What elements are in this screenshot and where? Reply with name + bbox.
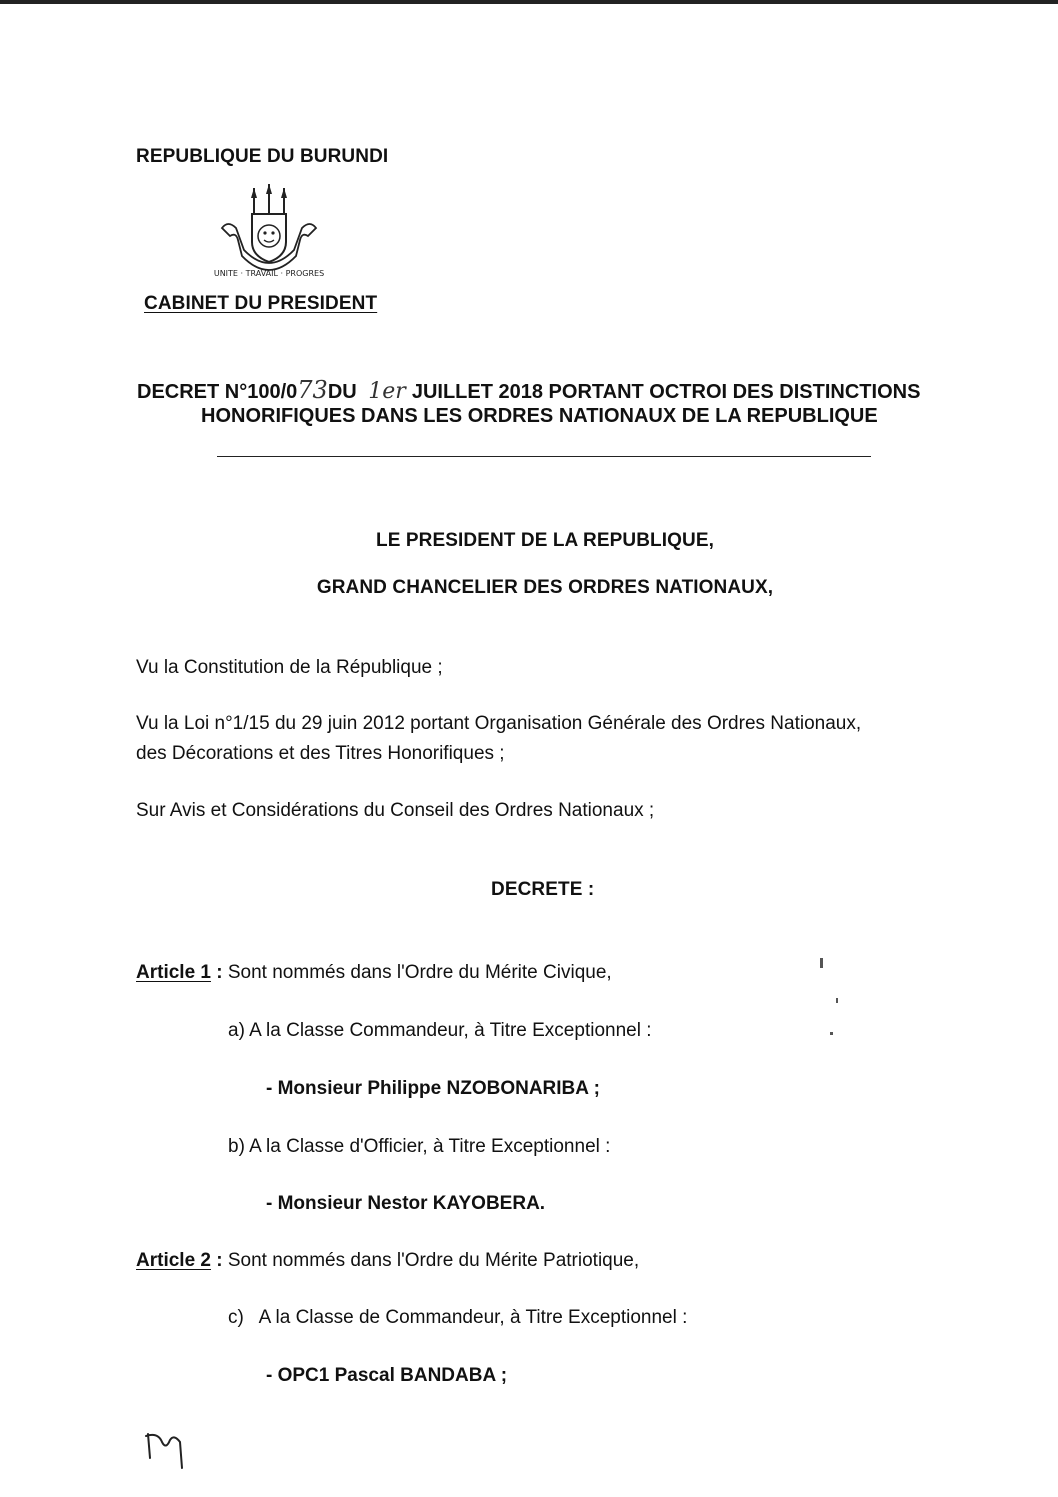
- republic-heading: REPUBLIQUE DU BURUNDI: [136, 146, 389, 167]
- handwritten-initials: [140, 1428, 196, 1478]
- title-divider: [217, 456, 871, 457]
- article2-label: Article 2: [136, 1250, 211, 1271]
- article2-line: [136, 1250, 639, 1272]
- article1-item-b: b) A la Classe d'Officier, à Titre Exceptionnel :: [228, 1136, 611, 1157]
- authority-line2: GRAND CHANCELIER DES ORDRES NATIONAUX,: [316, 577, 774, 598]
- authority-line1: LE PRESIDENT DE LA REPUBLIQUE,: [376, 530, 714, 551]
- decree-du: DU: [327, 381, 357, 403]
- vu-constitution: Vu la Constitution de la République ;: [136, 657, 443, 678]
- article1-line: [136, 962, 612, 984]
- article2-text: Sont nommés dans l'Ordre du Mérite Patriotique,: [227, 1250, 640, 1271]
- vu-loi-line1: Vu la Loi n°1/15 du 29 juin 2012 portant Organisation Générale des Ordres Nationaux,: [136, 713, 862, 734]
- emblem-motto: UNITE · TRAVAIL · PROGRES: [214, 269, 324, 278]
- scan-speck: [836, 998, 838, 1003]
- article2-sep: :: [210, 1250, 228, 1271]
- sur-avis: Sur Avis et Considérations du Conseil des Ordres Nationaux ;: [136, 800, 655, 821]
- article1-sep: :: [210, 962, 228, 983]
- article2-item-c: c) A la Classe de Commandeur, à Titre Exceptionnel :: [228, 1307, 688, 1328]
- article1-person-a: - Monsieur Philippe NZOBONARIBA ;: [266, 1078, 600, 1099]
- article1-text: Sont nommés dans l'Ordre du Mérite Civique,: [227, 962, 612, 983]
- scan-speck: [820, 958, 823, 968]
- handwritten-day: 1er: [368, 379, 406, 404]
- article1-label: Article 1: [136, 962, 211, 983]
- decrete-heading: DECRETE :: [491, 879, 595, 900]
- article2-person-c: - OPC1 Pascal BANDABA ;: [266, 1365, 508, 1386]
- decree-title-rest: JUILLET 2018 PORTANT OCTROI DES DISTINCTIONS: [411, 381, 921, 403]
- scan-speck: [830, 1032, 833, 1035]
- vu-loi-line2: des Décorations et des Titres Honorifiques ;: [136, 743, 505, 764]
- scan-top-edge: [0, 0, 1058, 4]
- handwritten-decree-number: 73: [297, 376, 328, 404]
- article1-item-a: a) A la Classe Commandeur, à Titre Exceptionnel :: [228, 1020, 652, 1041]
- decree-title-line2: HONORIFIQUES DANS LES ORDRES NATIONAUX DE LA REPUBLIQUE: [201, 405, 878, 427]
- cabinet-heading: CABINET DU PRESIDENT: [144, 293, 378, 314]
- coat-of-arms-emblem: [214, 180, 324, 290]
- decree-prefix: DECRET N°100/0: [137, 381, 298, 403]
- decree-title-line1: [137, 376, 920, 404]
- article1-person-b: - Monsieur Nestor KAYOBERA.: [266, 1193, 546, 1214]
